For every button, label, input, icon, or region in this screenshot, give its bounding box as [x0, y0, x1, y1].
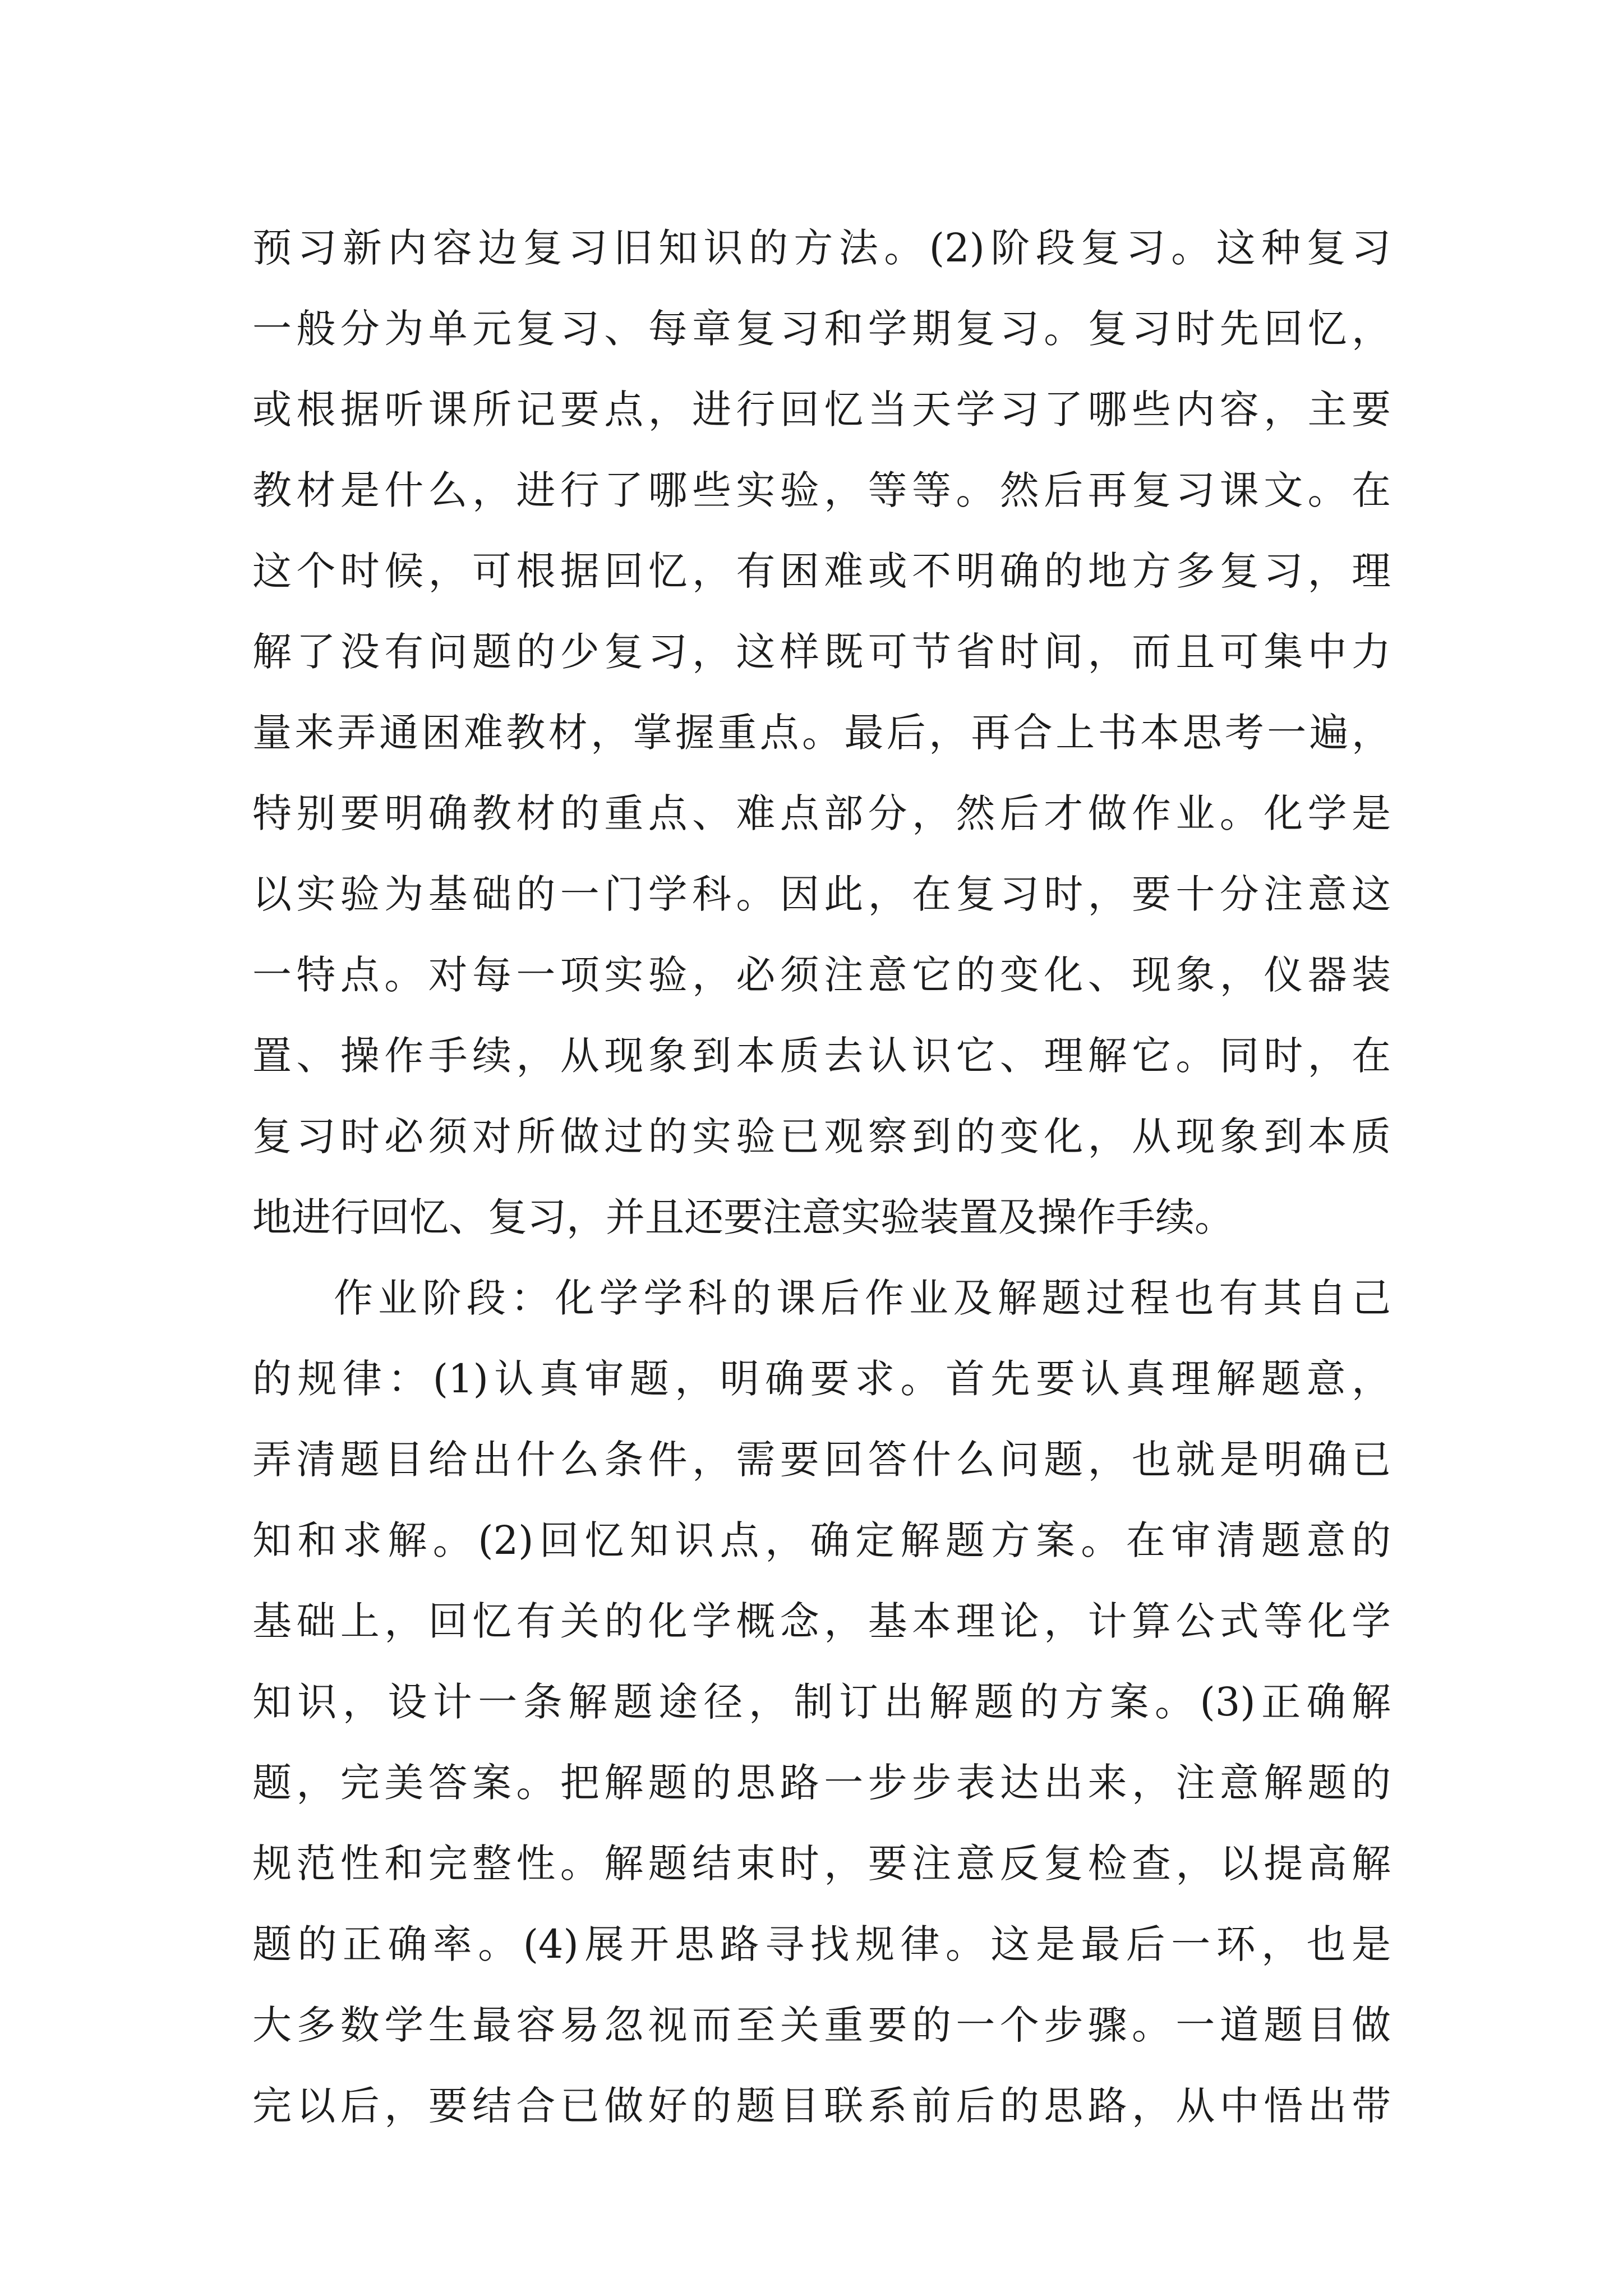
text-line: 完以后，要结合已做好的题目联系前后的思路，从中悟出带 [252, 2083, 1391, 2129]
text-line: 预习新内容边复习旧知识的方法。(2)阶段复习。这种复习 [252, 225, 1391, 271]
text-line: 置、操作手续，从现象到本质去认识它、理解它。同时，在 [252, 1033, 1391, 1079]
text-line: 基础上，回忆有关的化学概念，基本理论，计算公式等化学 [252, 1598, 1391, 1644]
text-line: 知识，设计一条解题途径，制订出解题的方案。(3)正确解 [252, 1679, 1391, 1725]
text-line: 知和求解。(2)回忆知识点，确定解题方案。在审清题意的 [252, 1517, 1391, 1563]
text-line: 的规律：(1)认真审题，明确要求。首先要认真理解题意， [252, 1356, 1391, 1402]
text-line: 特别要明确教材的重点、难点部分，然后才做作业。化学是 [252, 790, 1391, 836]
text-line: 以实验为基础的一门学科。因此，在复习时，要十分注意这 [252, 871, 1391, 917]
text-line: 解了没有问题的少复习，这样既可节省时间，而且可集中力 [252, 629, 1391, 675]
text-line: 或根据听课所记要点，进行回忆当天学习了哪些内容，主要 [252, 386, 1391, 432]
text-line: 这个时候，可根据回忆，有困难或不明确的地方多复习，理 [252, 548, 1391, 594]
text-line: 复习时必须对所做过的实验已观察到的变化，从现象到本质 [252, 1114, 1391, 1159]
text-line: 题，完美答案。把解题的思路一步步表达出来，注意解题的 [252, 1760, 1391, 1806]
text-line: 一般分为单元复习、每章复习和学期复习。复习时先回忆， [252, 306, 1391, 352]
paragraph-first-line: 作业阶段：化学学科的课后作业及解题过程也有其自己 [334, 1275, 1391, 1321]
text-line: 一特点。对每一项实验，必须注意它的变化、现象，仪器装 [252, 952, 1391, 998]
text-line: 教材是什么，进行了哪些实验，等等。然后再复习课文。在 [252, 467, 1391, 513]
body-text [252, 208, 1391, 2146]
text-line: 量来弄通困难教材，掌握重点。最后，再合上书本思考一遍， [252, 710, 1391, 756]
text-line: 大多数学生最容易忽视而至关重要的一个步骤。一道题目做 [252, 2002, 1391, 2048]
text-line: 弄清题目给出什么条件，需要回答什么问题，也就是明确已 [252, 1437, 1391, 1483]
text-line: 题的正确率。(4)展开思路寻找规律。这是最后一环，也是 [252, 1921, 1391, 1967]
text-line: 规范性和完整性。解题结束时，要注意反复检查，以提高解 [252, 1841, 1391, 1887]
text-line: 地进行回忆、复习，并且还要注意实验装置及操作手续。 [252, 1194, 1234, 1240]
